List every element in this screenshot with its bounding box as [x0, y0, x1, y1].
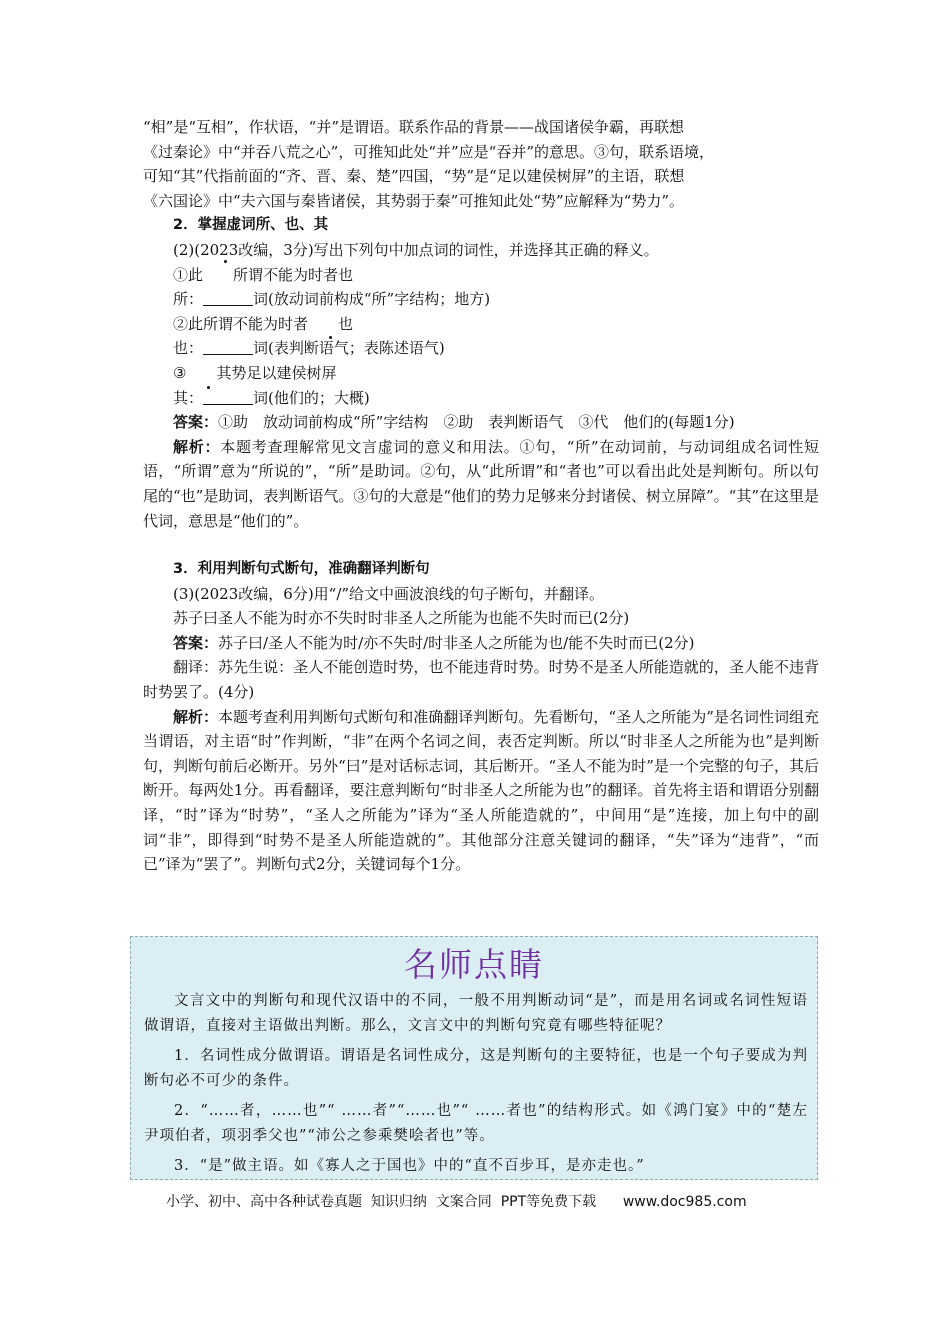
- answer-line-2-post: 词(表判断语气；表陈述语气): [253, 339, 445, 358]
- section3-heading: 3．利用判断句式断句，准确翻译判断句: [173, 561, 430, 578]
- answer-line-3-pre: 其：: [173, 388, 204, 407]
- intro-line-4: 《六国论》中“夫六国与秦皆诸侯，其势弱于秦”可推知此处“势”应解释为“势力”。: [143, 191, 685, 210]
- answer-line-1: [143, 287, 819, 312]
- analysis-label: 解析：: [173, 707, 219, 726]
- answer-text: 苏子曰/圣人不能为时/亦不失时/时非圣人之所能为也/能不失时而已(2分): [218, 633, 695, 652]
- dotted-word-ye: 也: [308, 312, 353, 337]
- answer-text: ①助 放动词前构成“所”字结构 ②助 表判断语气 ③代 他们的(每题1分): [218, 413, 735, 432]
- section3-analysis: [143, 705, 819, 877]
- sentence-3-pre: ③: [173, 363, 187, 382]
- intro-line-2: 《过秦论》中“并吞八荒之心”，可推知此处“并”应是“吞并”的意思。③句，联系语境，: [143, 142, 715, 161]
- tip-paragraph-4: 3．“是”做主语。如《寡人之于国也》中的“直不百步耳，是亦走也。”: [174, 1158, 645, 1174]
- answer-blank-1[interactable]: [203, 291, 253, 306]
- intro-line-3: 可知“其”代指前面的“齐、晋、秦、楚”四国，“势”是“足以建侯树屏”的主语，联想: [143, 167, 685, 186]
- answer-blank-3[interactable]: [203, 390, 253, 405]
- sentence-2-pre: ②此所谓不能为时者: [173, 314, 309, 333]
- answer-line-2: [143, 336, 819, 361]
- section2-answer: [143, 410, 819, 435]
- answer-label: 答案：: [173, 413, 219, 432]
- footer-text: 小学、初中、高中各种试卷真题 知识归纳 文案合同 PPT等免费下载: [166, 1194, 597, 1210]
- section3-translation: [143, 655, 819, 704]
- section2-heading: 2．掌握虚词所、也、其: [173, 217, 329, 234]
- tip-paragraph-2: 1．名词性成分做谓语。谓语是名词性成分，这是判断句的主要特征，也是一个句子要成为判断句必不可少的条件。: [144, 1048, 808, 1089]
- footer-url[interactable]: www.doc985.com: [622, 1194, 747, 1210]
- analysis-text: 本题考查理解常见文言虚词的意义和用法。①句，“所”在动词前，与动词组成名词性短语，“所谓”意为“所说的”，“所”是助词。②句，从“此所谓”和“者也”可以看出此处是判断句。所以句尾的“也”是助词，表判断语气。③句的大意是“他们的势力足够来分封诸侯、树立屏障”。“其”在这里是代词，意思是“他们的”。: [143, 437, 820, 530]
- tip-paragraph-1: 文言文中的判断句和现代汉语中的不同，一般不用判断动词“是”，而是用名词或名词性短语做谓语，直接对主语做出判断。那么，文言文中的判断句究竟有哪些特征呢？: [144, 993, 808, 1034]
- section2-question: (2)(2023改编，3分)写出下列句中加点词的词性，并选择其正确的释义。: [173, 240, 659, 259]
- sentence-3: [143, 361, 819, 386]
- section3-sentence: 苏子曰圣人不能为时亦不失时时非圣人之所能为也能不失时而已(2分): [173, 609, 630, 628]
- page-footer: [166, 1191, 747, 1211]
- answer-line-2-pre: 也：: [173, 339, 204, 358]
- answer-line-1-post: 词(放动词前构成“所”字结构；地方): [253, 290, 491, 309]
- intro-line-1: “相”是“互相”，作状语，“并”是谓语。联系作品的背景——战国诸侯争霸，再联想: [143, 118, 685, 136]
- sentence-3-post: 势足以建侯树屏: [231, 363, 337, 382]
- answer-blank-2[interactable]: [203, 340, 253, 355]
- answer-label: 答案：: [173, 633, 219, 652]
- sentence-1-pre: ①此: [173, 265, 204, 284]
- tip-box-title: 名师点睛: [404, 945, 544, 984]
- document-body: [143, 115, 819, 877]
- answer-line-3: [143, 386, 819, 411]
- section3-question: (3)(2023改编，6分)用“/”给文中画波浪线的句子断句，并翻译。: [173, 584, 605, 603]
- section2-analysis: [143, 435, 819, 533]
- translation-text: 苏先生说：圣人不能创造时势，也不能违背时势。时势不是圣人所能造就的，圣人能不违背时势罢了。(4分): [143, 658, 819, 702]
- tip-paragraph-3: 2．“……者，……也”“ ……者”“……也”“ ……者也”的结构形式。如《鸿门宴》中的“楚左尹项伯者，项羽季父也”“沛公之参乘樊哙者也”等。: [144, 1103, 808, 1144]
- answer-line-3-post: 词(他们的；大概): [253, 388, 370, 407]
- answer-line-1-pre: 所：: [173, 290, 204, 309]
- analysis-text: 本题考查利用判断句式断句和准确翻译判断句。先看断句，“圣人之所能为”是名词性词组充当谓语，对主语“时”作判断，“非”在两个名词之间，表否定判断。所以“时非圣人之所能为也”是判断句，判断句前后必断开。另外“曰”是对话标志词，其后断开。“圣人不能为时”是一个完整的句子，其后断开。每两处1分。再看翻译，要注意判断句“时非圣人之所能为也”的翻译。首先将主语和谓语分别翻译，“时”译为“时势”，“圣人之所能为”译为“圣人所能造就的”，中间用“是”连接，加上句中的副词“非”，即得到“时势不是圣人所能造就的”。其他部分注意关键词的翻译，“失”译为“违背”，“而已”译为“罢了”。判断句式2分，关键词每个1分。: [143, 707, 819, 874]
- dotted-word-qi: 其: [186, 361, 231, 386]
- sentence-2: [143, 312, 819, 337]
- section3-answer: [143, 631, 819, 656]
- teacher-tip-box: [130, 936, 818, 1180]
- translation-label: 翻译：: [173, 658, 219, 677]
- sentence-1: [143, 263, 819, 288]
- sentence-1-post: 谓不能为时者也: [248, 265, 354, 284]
- analysis-label: 解析：: [173, 437, 221, 456]
- dotted-word-suo: 所: [203, 263, 248, 288]
- tip-box-body: [144, 989, 808, 1179]
